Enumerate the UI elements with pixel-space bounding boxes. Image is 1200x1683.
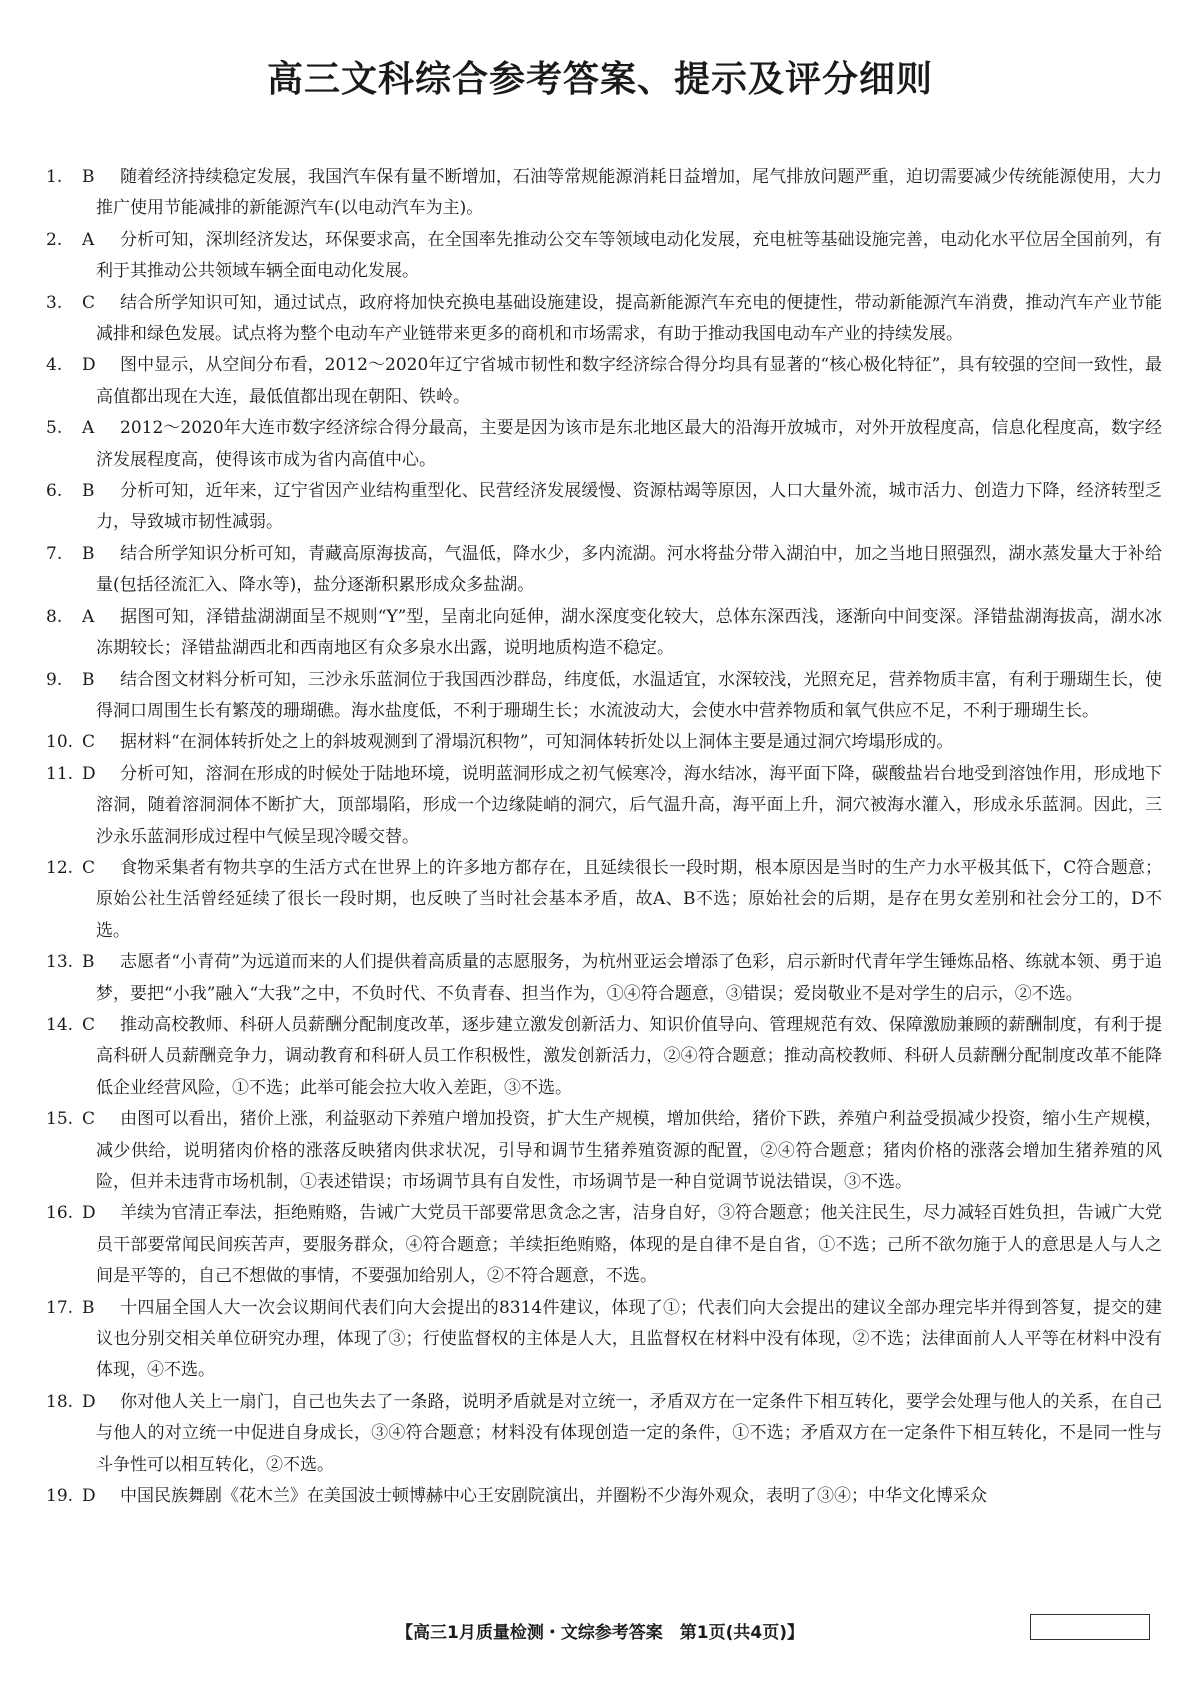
answer-item [46,476,1162,539]
page-footer [0,1610,1200,1650]
answer-explanation: 据图可知，泽错盐湖湖面呈不规则“Y”型，呈南北向延伸，湖水深度变化较大，总体东深西浅，逐渐向中间变深。泽错盐湖海拔高，湖水冰冻期较长；泽错盐湖西北和西南地区有众多泉水出露，说明地质构造不稳定。 [96,606,1162,659]
answer-number: 5. [46,418,63,439]
answer-number: 1. [46,167,63,187]
answer-item [46,1387,1162,1481]
answer-explanation: 食物采集者有物共享的生活方式在世界上的许多地方都存在，且延续很长一段时期，根本原因是当时的生产力水平极其低下，C符合题意；原始公社生活曾经延续了很长一段时期，也反映了当时社会基本矛盾，故A、B不选；原始社会的后期，是存在男女差别和社会分工的，D不选。 [96,857,1162,941]
answer-explanation: 随着经济持续稳定发展，我国汽车保有量不断增加，石油等常规能源消耗日益增加，尾气排放问题严重，迫切需要减少传统能源使用，大力推广使用节能减排的新能源汽车(以电动汽车为主)。 [96,167,1162,219]
answer-explanation: 中国民族舞剧《花木兰》在美国波士顿博赫中心王安剧院演出，并圈粉不少海外观众，表明了③④；中华文化博采众 [120,1486,987,1507]
answer-number: 15. [46,1109,74,1130]
answer-key: B [82,543,95,564]
answer-number: 19. [46,1486,74,1507]
answer-explanation: 结合所学知识分析可知，青藏高原海拔高，气温低，降水少，多内流湖。河水将盐分带入湖泊中，加之当地日照强烈，湖水蒸发量大于补给量(包括径流汇入、降水等)，盐分逐渐积累形成众多盐湖。 [96,543,1162,596]
answer-key: C [82,732,96,753]
answer-key: D [82,1203,96,1224]
answer-item [46,225,1162,288]
answer-key: B [82,481,95,502]
answer-key: B [82,952,95,973]
answer-item [46,665,1162,728]
answer-item [46,413,1162,476]
answer-item [46,1293,1162,1387]
answer-item [46,288,1162,351]
answer-explanation: 志愿者“小青荷”为远道而来的人们提供着高质量的志愿服务，为杭州亚运会增添了色彩，启示新时代青年学生锤炼品格、练就本领、勇于追梦，要把“小我”融入“大我”之中，不负时代、不负青春、担当作为，①④符合题意，③错误；爱岗敬业不是对学生的启示，②不选。 [96,952,1162,1004]
answer-explanation: 结合图文材料分析可知，三沙永乐蓝洞位于我国西沙群岛，纬度低，水温适宜，水深较浅，光照充足，营养物质丰富，有利于珊瑚生长，使得洞口周围生长有繁茂的珊瑚礁。海水盐度低，不利于珊瑚生长；水流波动大，会使水中营养物质和氧气供应不足，不利于珊瑚生长。 [96,669,1162,721]
answer-item [46,1481,1162,1512]
answer-explanation: 分析可知，溶洞在形成的时候处于陆地环境，说明蓝洞形成之初气候寒冷，海水结冰，海平面下降，碳酸盐岩台地受到溶蚀作用，形成地下溶洞，随着溶洞洞体不断扩大，顶部塌陷，形成一个边缘陡峭的洞穴，后气温升高，海平面上升，洞穴被海水灌入，形成永乐蓝洞。因此，三沙永乐蓝洞形成过程中气候呈现冷暖交替。 [96,763,1162,847]
answer-item [46,602,1162,665]
answer-explanation: 羊续为官清正奉法，拒绝贿赂，告诫广大党员干部要常思贪念之害，洁身自好，③符合题意；他关注民生，尽力减轻百姓负担，告诫广大党员干部要常闻民间疾苦声，要服务群众，④符合题意；羊续拒绝贿赂，体现的是自律不是自省，①不选；己所不欲勿施于人的意思是人与人之间是平等的，自己不想做的事情，不要强加给别人，②不符合题意，不选。 [96,1203,1162,1287]
page-code-box [1030,1614,1150,1640]
answer-number: 2. [46,229,63,250]
answer-number: 12. [46,857,74,878]
answer-number: 16. [46,1203,74,1224]
answer-key: A [82,229,95,250]
answer-item [46,759,1162,853]
answer-explanation: 据材料“在洞体转折处之上的斜坡观测到了滑塌沉积物”，可知洞体转折处以上洞体主要是通过洞穴垮塌形成的。 [120,732,954,753]
answer-explanation: 由图可以看出，猪价上涨，利益驱动下养殖户增加投资，扩大生产规模，增加供给，猪价下跌，养殖户利益受损减少投资，缩小生产规模，减少供给，说明猪肉价格的涨落反映猪肉供求状况，引导和调节生猪养殖资源的配置，②④符合题意；猪肉价格的涨落会增加生猪养殖的风险，但并未违背市场机制，①表述错误；市场调节具有自发性，市场调节是一种自觉调节说法错误，③不选。 [96,1109,1162,1192]
answer-key: D [82,355,96,376]
answer-explanation: 分析可知，近年来，辽宁省因产业结构重型化、民营经济发展缓慢、资源枯竭等原因，人口大量外流，城市活力、创造力下降，经济转型乏力，导致城市韧性减弱。 [96,481,1162,533]
answer-key: A [82,418,95,439]
answer-list [46,162,1162,1512]
answer-key: D [82,763,96,784]
answer-number: 13. [46,952,74,973]
answer-item [46,947,1162,1010]
page-title: 高三文科综合参考答案、提示及评分细则 [266,59,933,100]
answer-key: C [82,857,96,878]
answer-key: B [82,1297,95,1318]
answer-explanation: 结合所学知识可知，通过试点，政府将加快充换电基础设施建设，提高新能源汽车充电的便捷性，带动新能源汽车消费，推动汽车产业节能减排和绿色发展。试点将为整个电动车产业链带来更多的商机和市场需求，有助于推动我国电动车产业的持续发展。 [96,292,1162,345]
answer-item [46,853,1162,947]
answer-number: 8. [46,606,63,627]
answer-item [46,1104,1162,1198]
answer-key: C [82,292,96,313]
answer-item [46,1010,1162,1104]
answer-number: 4. [46,355,63,376]
answer-key: D [82,1486,96,1507]
answer-key: B [82,669,95,690]
answer-number: 14. [46,1014,74,1035]
answer-explanation: 图中显示，从空间分布看，2012～2020年辽宁省城市韧性和数字经济综合得分均具有显著的“核心极化特征”，具有较强的空间一致性，最高值都出现在大连，最低值都出现在朝阳、铁岭。 [96,355,1162,407]
answer-key: D [82,1391,96,1412]
answer-item [46,350,1162,413]
answer-explanation: 你对他人关上一扇门，自己也失去了一条路，说明矛盾就是对立统一，矛盾双方在一定条件下相互转化，要学会处理与他人的关系，在自己与他人的对立统一中促进自身成长，③④符合题意；材料没有体现创造一定的条件，①不选；矛盾双方在一定条件下相互转化，不是同一性与斗争性可以相互转化，②不选。 [96,1391,1162,1475]
answer-item [46,727,1162,758]
answer-key: C [82,1109,96,1130]
answer-number: 11. [46,763,74,784]
answer-item [46,1198,1162,1292]
answer-key: C [82,1014,96,1035]
answer-explanation: 推动高校教师、科研人员薪酬分配制度改革，逐步建立激发创新活力、知识价值导向、管理规范有效、保障激励兼顾的薪酬制度，有利于提高科研人员薪酬竞争力，调动教育和科研人员工作积极性，激发创新活力，②④符合题意；推动高校教师、科研人员薪酬分配制度改革不能降低企业经营风险，①不选；此举可能会拉大收入差距，③不选。 [96,1014,1162,1098]
footer-caption: 【高三1月质量检测・文综参考答案 第1页(共4页)】 [395,1623,805,1643]
answer-explanation: 2012～2020年大连市数字经济综合得分最高，主要是因为该市是东北地区最大的沿海开放城市，对外开放程度高，信息化程度高，数字经济发展程度高，使得该市成为省内高值中心。 [96,418,1162,470]
answer-number: 7. [46,543,63,564]
answer-item [46,162,1162,225]
answer-explanation: 分析可知，深圳经济发达，环保要求高，在全国率先推动公交车等领域电动化发展，充电桩等基础设施完善，电动化水平位居全国前列，有利于其推动公共领域车辆全面电动化发展。 [96,229,1162,282]
answer-key: A [82,606,95,627]
answer-explanation: 十四届全国人大一次会议期间代表们向大会提出的8314件建议，体现了①；代表们向大会提出的建议全部办理完毕并得到答复，提交的建议也分别交相关单位研究办理，体现了③；行使监督权的主体是人大，且监督权在材料中没有体现，②不选；法律面前人人平等在材料中没有体现，④不选。 [96,1297,1162,1381]
answer-number: 9. [46,669,63,690]
answer-key: B [82,167,95,187]
answer-number: 10. [46,732,74,753]
answer-number: 6. [46,481,63,502]
answer-number: 3. [46,292,63,313]
answer-item [46,539,1162,602]
answer-number: 17. [46,1297,74,1318]
answer-number: 18. [46,1391,74,1412]
